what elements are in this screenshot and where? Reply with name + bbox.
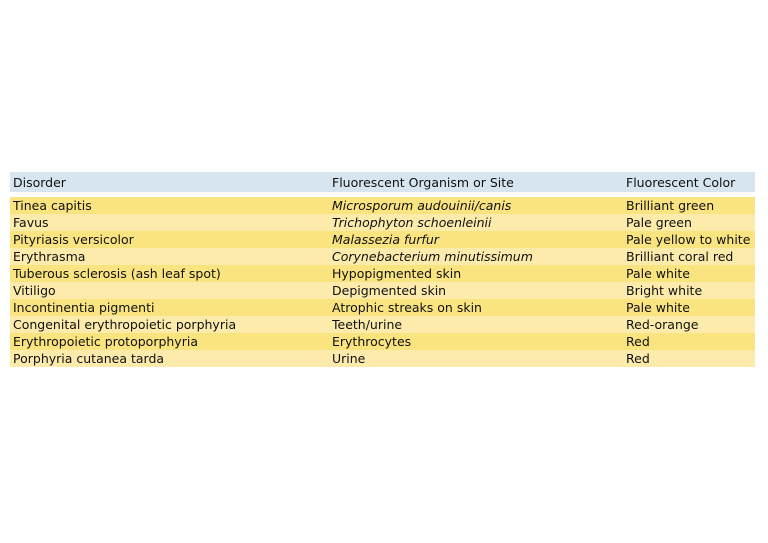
cell-disorder: Vitiligo [13, 283, 56, 298]
cell-color: Brilliant coral red [626, 249, 734, 264]
cell-disorder: Erythrasma [13, 249, 86, 264]
table-row [10, 282, 755, 299]
cell-organism-site: Urine [332, 351, 366, 366]
table-row [10, 214, 755, 231]
cell-organism-site: Trichophyton schoenleinii [332, 215, 492, 230]
header-color: Fluorescent Color [626, 174, 736, 190]
cell-disorder: Porphyria cutanea tarda [13, 351, 165, 366]
cell-color: Bright white [626, 283, 703, 298]
cell-color: Pale white [626, 300, 690, 315]
cell-color: Red [626, 351, 650, 366]
table-row [10, 265, 755, 282]
table-row [10, 350, 755, 367]
cell-disorder: Tinea capitis [13, 198, 92, 213]
table-row [10, 299, 755, 316]
cell-organism-site: Corynebacterium minutissimum [332, 249, 533, 264]
table-body [10, 197, 755, 367]
cell-disorder: Favus [13, 215, 49, 230]
table-row [10, 316, 755, 333]
cell-disorder: Congenital erythropoietic porphyria [13, 317, 237, 332]
header-disorder: Disorder [13, 174, 66, 190]
cell-disorder: Pityriasis versicolor [13, 232, 134, 247]
table-row [10, 231, 755, 248]
cell-organism-site: Malassezia furfur [332, 232, 439, 247]
cell-color: Red [626, 334, 650, 349]
cell-disorder: Erythropoietic protoporphyria [13, 334, 198, 349]
cell-color: Red-orange [626, 317, 699, 332]
table-row [10, 333, 755, 350]
fluorescence-table [10, 172, 755, 367]
cell-disorder: Incontinentia pigmenti [13, 300, 155, 315]
cell-organism-site: Microsporum audouinii/canis [332, 198, 512, 213]
cell-color: Brilliant green [626, 198, 715, 213]
cell-organism-site: Atrophic streaks on skin [332, 300, 482, 315]
table-header-row [10, 172, 755, 192]
header-organism-site: Fluorescent Organism or Site [332, 174, 514, 190]
cell-organism-site: Depigmented skin [332, 283, 447, 298]
table-row [10, 197, 755, 214]
table-row [10, 248, 755, 265]
cell-color: Pale white [626, 266, 690, 281]
cell-color: Pale green [626, 215, 692, 230]
cell-disorder: Tuberous sclerosis (ash leaf spot) [13, 266, 221, 281]
cell-organism-site: Teeth/urine [332, 317, 403, 332]
cell-organism-site: Erythrocytes [332, 334, 412, 349]
cell-color: Pale yellow to white [626, 232, 751, 247]
cell-organism-site: Hypopigmented skin [332, 266, 462, 281]
